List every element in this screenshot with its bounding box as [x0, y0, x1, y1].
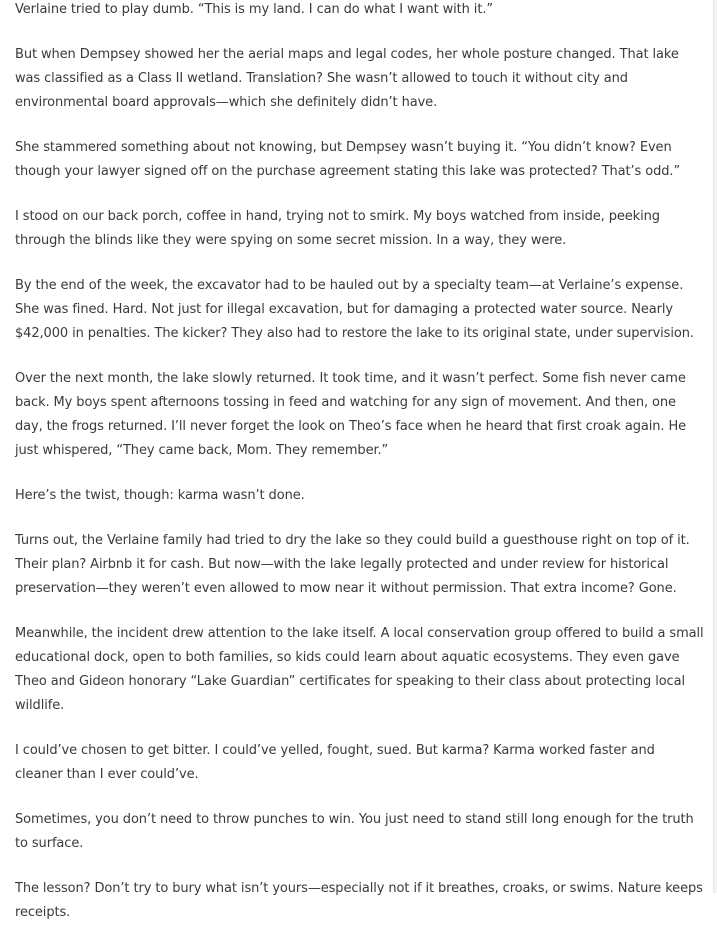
paragraph: I stood on our back porch, coffee in hand, trying not to smirk. My boys watched from inside, peeking through the blinds like they were spying on some secret mission. In a way, they were. [15, 209, 660, 248]
paragraph: By the end of the week, the excavator had to be hauled out by a specialty team—at Verlaine’s expense. She was fined. Hard. Not just for illegal excavation, but for damaging a protected water source. Nearly $42,000 in penalties. The kicker? They also had to restore the lake to its original state, under supervision. [15, 278, 694, 341]
paragraph: Turns out, the Verlaine family had tried to dry the lake so they could build a guesthouse right on top of it. Their plan? Airbnb it for cash. But now—with the lake legally protected and under review for historical preservation—they weren’t even allowed to mow near it without permission. That extra income? Gone. [15, 533, 690, 596]
paragraph: Over the next month, the lake slowly returned. It took time, and it wasn’t perfect. Some fish never came back. My boys spent afternoons tossing in feed and watching for any sign of movement. And then, one day, the frogs returned. I’ll never forget the look on Theo’s face when he heard that first croak again. He just whispered, “They came back, Mom. They remember.” [15, 371, 687, 458]
paragraph: The lesson? Don’t try to bury what isn’t yours—especially not if it breathes, croaks, or swims. Nature keeps receipts. [15, 881, 703, 920]
paragraph: But when Dempsey showed her the aerial maps and legal codes, her whole posture changed. That lake was classified as a Class II wetland. Translation? She wasn’t allowed to touch it without city and environmental board approvals—which she definitely didn’t have. [15, 47, 679, 110]
scrollbar-track[interactable] [713, 0, 717, 893]
paragraph: Here’s the twist, though: karma wasn’t done. [15, 488, 305, 503]
paragraph: Meanwhile, the incident drew attention to the lake itself. A local conservation group offered to build a small educational dock, open to both families, so kids could learn about aquatic ecosystems. They even gave Theo and Gideon honorary “Lake Guardian” certificates for speaking to their class about protecting local wildlife. [15, 626, 704, 713]
paragraph: Sometimes, you don’t need to throw punches to win. You just need to stand still long enough for the truth to surface. [15, 812, 694, 851]
paragraph: Verlaine tried to play dumb. “This is my land. I can do what I want with it.” [15, 2, 493, 17]
paragraph: She stammered something about not knowing, but Dempsey wasn’t buying it. “You didn’t know? Even though your lawyer signed off on the purchase agreement stating this lake was protected? That’s odd.” [15, 140, 681, 179]
paragraph: I could’ve chosen to get bitter. I could’ve yelled, fought, sued. But karma? Karma worked faster and cleaner than I ever could’ve. [15, 743, 655, 782]
article-body [15, 0, 705, 946]
